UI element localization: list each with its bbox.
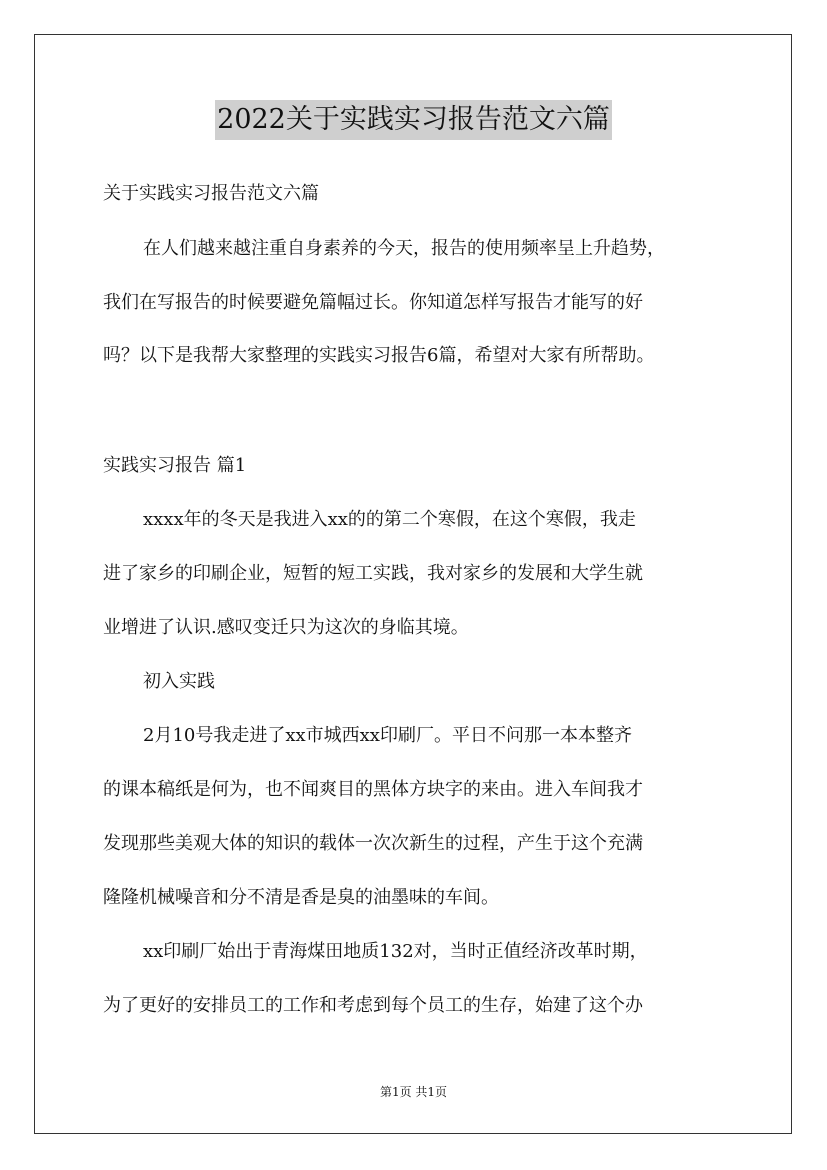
intro-line: 吗？以下是我帮大家整理的实践实习报告6篇，希望对大家有所帮助。: [103, 345, 655, 366]
intro-line: 我们在写报告的时候要避免篇幅过长。你知道怎样写报告才能写的好: [103, 292, 643, 313]
subheading: 初入实践: [143, 671, 215, 692]
paragraph-line: 业增进了认识.感叹变迁只为这次的身临其境。: [103, 617, 469, 638]
paragraph-line: xx印刷厂始出于青海煤田地质132对，当时正值经济改革时期，: [143, 941, 648, 962]
document-title-container: [0, 100, 827, 140]
paragraph-line: 隆隆机械噪音和分不清是香是臭的油墨味的车间。: [103, 887, 499, 908]
paragraph-line: 发现那些美观大体的知识的载体一次次新生的过程，产生于这个充满: [103, 833, 643, 854]
paragraph-line: xxxx年的冬天是我进入xx的的第二个寒假，在这个寒假，我走: [143, 509, 636, 530]
document-title: 2022关于实践实习报告范文六篇: [215, 100, 612, 140]
paragraph-line: 为了更好的安排员工的工作和考虑到每个员工的生存，始建了这个办: [103, 995, 643, 1016]
page-footer: 第1页 共1页: [379, 1085, 448, 1099]
document-subtitle: 关于实践实习报告范文六篇: [103, 183, 319, 204]
paragraph-line: 2月10号我走进了xx市城西xx印刷厂。平日不问那一本本整齐: [143, 725, 632, 746]
paragraph-line: 进了家乡的印刷企业，短暂的短工实践，我对家乡的发展和大学生就: [103, 563, 643, 584]
section-heading: 实践实习报告 篇1: [103, 455, 247, 476]
intro-line: 在人们越来越注重自身素养的今天，报告的使用频率呈上升趋势，: [143, 238, 665, 259]
paragraph-line: 的课本稿纸是何为，也不闻爽目的黑体方块字的来由。进入车间我才: [103, 779, 643, 800]
